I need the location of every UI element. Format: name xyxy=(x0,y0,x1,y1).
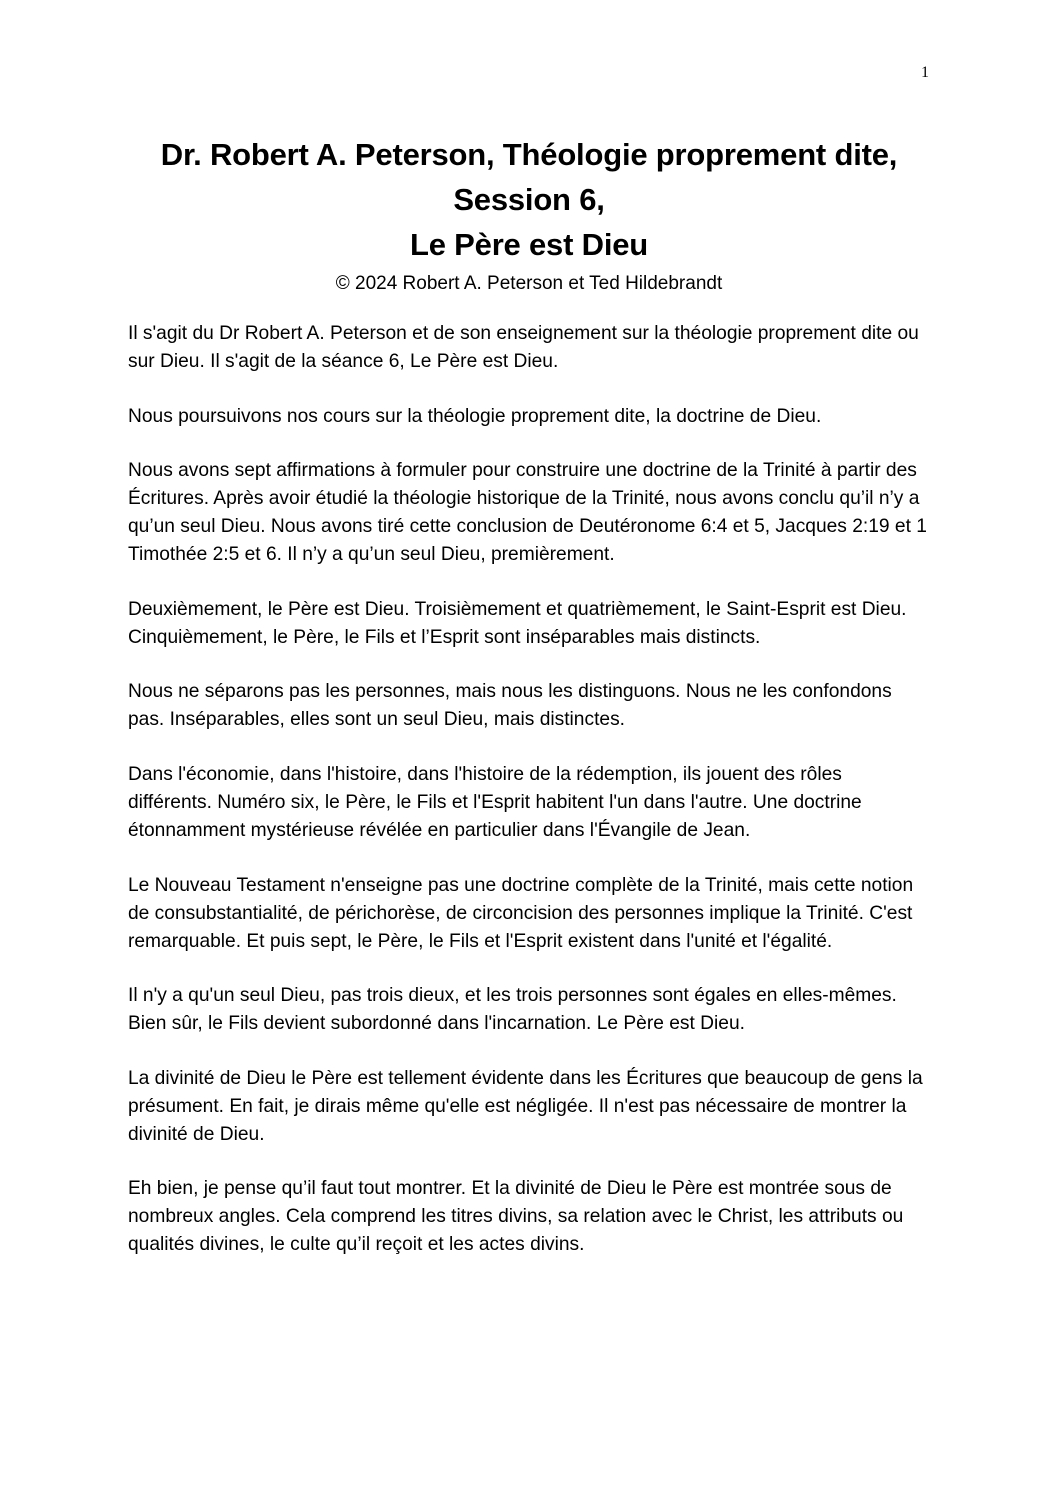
paragraph: Nous poursuivons nos cours sur la théologie proprement dite, la doctrine de Dieu. xyxy=(128,405,822,427)
paragraph: Dans l'économie, dans l'histoire, dans l'histoire de la rédemption, ils jouent des rôles différents. Numéro six, le Père, le Fils et l'Esprit habitent l'un dans l'autre. Une doctrine étonnamment mystérieuse révélée en particulier dans l'Évangile de Jean. xyxy=(128,763,862,841)
paragraph: Il s'agit du Dr Robert A. Peterson et de son enseignement sur la théologie proprement dite ou sur Dieu. Il s'agit de la séance 6, Le Père est Dieu. xyxy=(128,323,919,372)
paragraph: Eh bien, je pense qu’il faut tout montrer. Et la divinité de Dieu le Père est montrée sous de nombreux angles. Cela comprend les titres divins, sa relation avec le Christ, les attributs ou qualités divines, le culte qu’il reçoit et les actes divins. xyxy=(128,1178,904,1256)
title-line-3: Le Père est Dieu xyxy=(409,227,649,262)
paragraph: Nous avons sept affirmations à formuler pour construire une doctrine de la Trinité à partir des Écritures. Après avoir étudié la théologie historique de la Trinité, nous avons conclu qu’il n’y a qu’un seul Dieu. Nous avons tiré cette conclusion de Deutéronome 6:4 et 5, Jacques 2:19 et 1 Timothée 2:5 et 6. Il n’y a qu’un seul Dieu, premièrement. xyxy=(128,460,927,566)
paragraph: La divinité de Dieu le Père est tellement évidente dans les Écritures que beaucoup de gens la présument. En fait, je dirais même qu'elle est négligée. Il n'est pas nécessaire de montrer la divinité de Dieu. xyxy=(128,1067,923,1145)
paragraph: Le Nouveau Testament n'enseigne pas une doctrine complète de la Trinité, mais cette notion de consubstantialité, de périchorèse, de circoncision des personnes implique la Trinité. C'est remarquable. Et puis sept, le Père, le Fils et l'Esprit existent dans l'unité et l'égalité. xyxy=(128,874,914,952)
title-line-2: Session 6, xyxy=(453,182,605,217)
title-line-1: Dr. Robert A. Peterson, Théologie proprement dite, xyxy=(160,137,898,172)
paragraph: Deuxièmement, le Père est Dieu. Troisièmement et quatrièmement, le Saint-Esprit est Dieu. Cinquièmement, le Père, le Fils et l’Esprit sont inséparables mais distincts. xyxy=(128,598,907,648)
document-body xyxy=(128,320,928,1286)
page-number: 1 xyxy=(921,64,929,81)
paragraph: Nous ne séparons pas les personnes, mais nous les distinguons. Nous ne les confondons pas. Inséparables, elles sont un seul Dieu, mais distinctes. xyxy=(128,681,892,731)
document-header xyxy=(0,132,1058,296)
copyright-notice: © 2024 Robert A. Peterson et Ted Hildebrandt xyxy=(335,273,723,294)
paragraph: Il n'y a qu'un seul Dieu, pas trois dieux, et les trois personnes sont égales en elles-mêmes. Bien sûr, le Fils devient subordonné dans l'incarnation. Le Père est Dieu. xyxy=(128,985,897,1035)
